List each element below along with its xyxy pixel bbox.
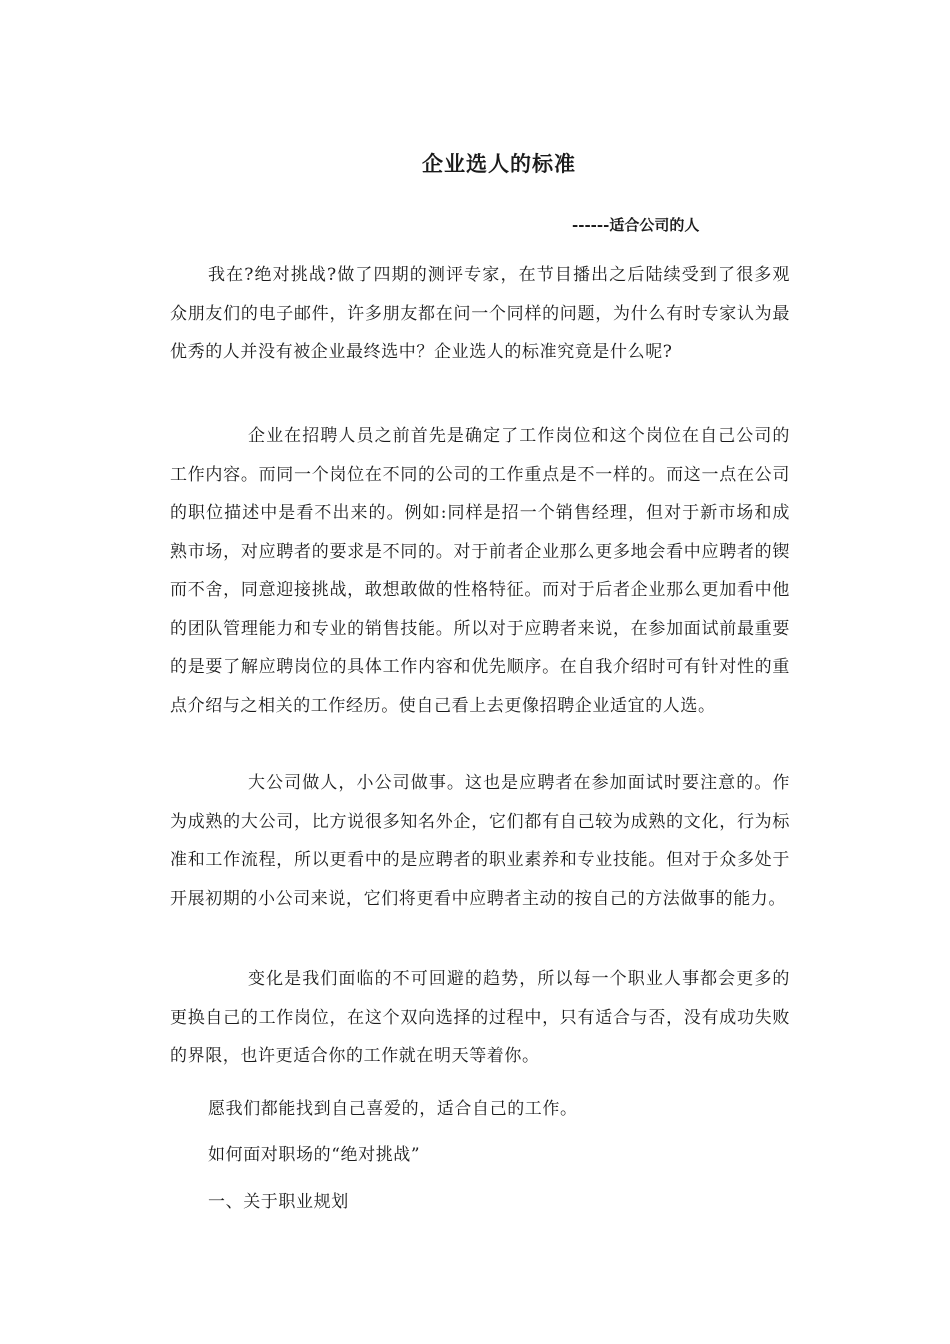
paragraph-change: 变化是我们面临的不可回避的趋势，所以每一个职业人事都会更多的更换自己的工作岗位，在这个双向选择的过程中，只有适合与否，没有成功失败的界限，也许更适合你的工作就在明天等着你。 — [170, 969, 790, 1066]
paragraph-job-content: 企业在招聘人员之前首先是确定了工作岗位和这个岗位在自己公司的工作内容。而同一个岗位在不同的公司的工作重点是不一样的。而这一点在公司的职位描述中是看不出来的。例如:同样是招一个销售经理，但对于新市场和成熟市场，对应聘者的要求是不同的。对于前者企业那么更多地会看中应聘者的锲而不舍，同意迎接挑战，敢想敢做的性格特征。而对于后者企业那么更加看中他的团队管理能力和专业的销售技能。所以对于应聘者来说，在参加面试前最重要的是要了解应聘岗位的具体工作内容和优先顺序。在自我介绍时可有针对性的重点介绍与之相关的工作经历。使自己看上去更像招聘企业适宜的人选。 — [170, 426, 790, 716]
document-subtitle: ------适合公司的人 — [572, 216, 700, 234]
closing-line: 愿我们都能找到自己喜爱的，适合自己的工作。 — [208, 1099, 578, 1119]
paragraph-company-size: 大公司做人，小公司做事。这也是应聘者在参加面试时要注意的。作为成熟的大公司，比方说很多知名外企，它们都有自己较为成熟的文化，行为标准和工作流程，所以更看中的是应聘者的职业素养和专业技能。但对于众多处于开展初期的小公司来说，它们将更看中应聘者主动的按自己的方法做事的能力。 — [170, 773, 790, 909]
section-heading: 一、关于职业规划 — [208, 1192, 349, 1212]
document-title: 企业选人的标准 — [422, 151, 576, 176]
next-article-heading: 如何面对职场的“绝对挑战” — [208, 1145, 421, 1165]
paragraph-intro: 我在?绝对挑战?做了四期的测评专家，在节目播出之后陆续受到了很多观众朋友们的电子邮件，许多朋友都在问一个同样的问题，为什么有时专家认为最优秀的人并没有被企业最终选中？企业选人的标准究竟是什么呢? — [170, 265, 790, 362]
